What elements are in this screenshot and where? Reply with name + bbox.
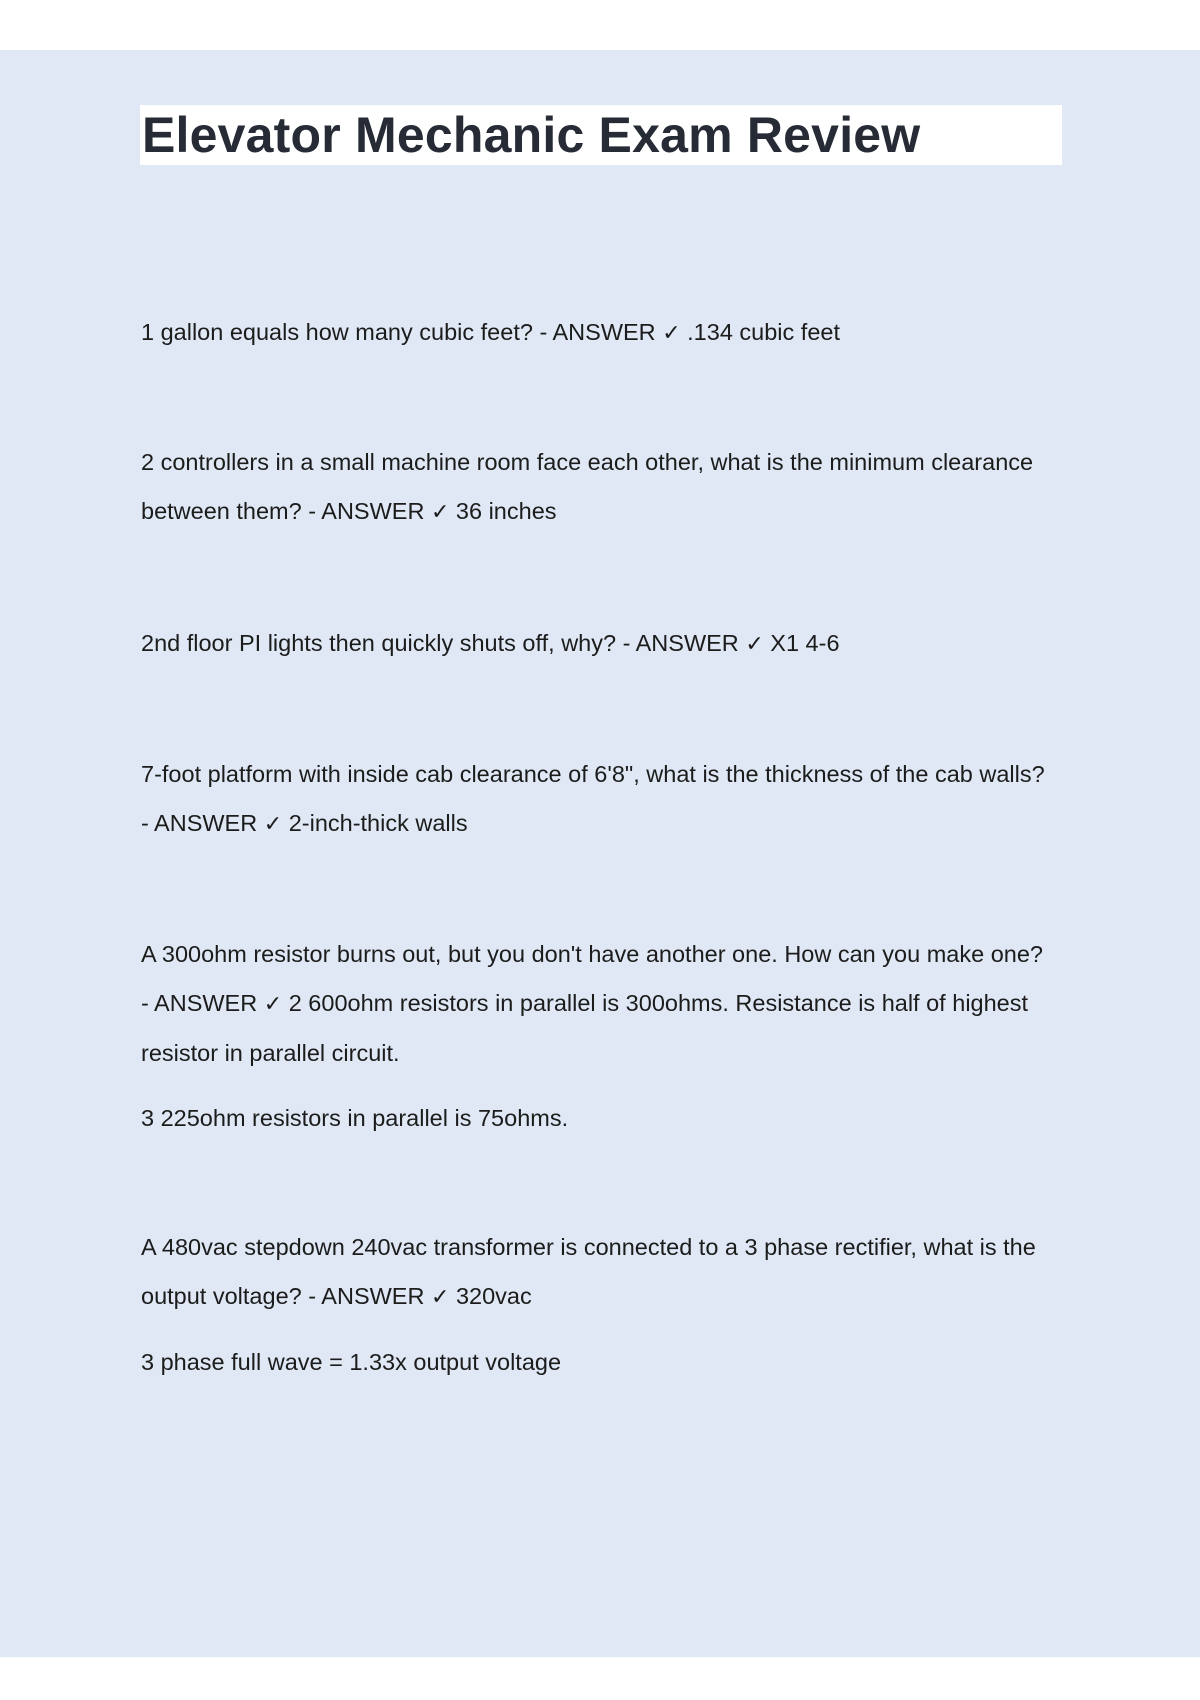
qa-item-5 [141, 930, 1043, 1078]
check-icon: ✓ [263, 992, 283, 1017]
check-icon: ✓ [430, 1285, 450, 1310]
answer-text-continued: resistor in parallel circuit. [141, 1040, 400, 1066]
check-icon: ✓ [263, 812, 283, 837]
answer-text: X1 4-6 [763, 630, 840, 656]
answer-text: 2-inch-thick walls [282, 810, 468, 836]
answer-text: 36 inches [449, 498, 557, 524]
question-text: 2nd floor PI lights then quickly shuts off, why? - ANSWER [141, 630, 746, 656]
qa-note-6: 3 phase full wave = 1.33x output voltage [141, 1349, 562, 1375]
check-icon: ✓ [662, 321, 681, 346]
question-text: A 480vac stepdown 240vac transformer is connected to a 3 phase rectifier, what is the [141, 1234, 1036, 1260]
check-icon: ✓ [745, 632, 764, 657]
check-icon: ✓ [430, 500, 450, 525]
qa-note-5: 3 225ohm resistors in parallel is 75ohms. [141, 1105, 569, 1131]
question-text: 7-foot platform with inside cab clearance of 6'8", what is the thickness of the cab walls? [141, 761, 1045, 787]
question-text: 1 gallon equals how many cubic feet? - ANSWER [141, 319, 663, 345]
answer-text: 2 600ohm resistors in parallel is 300ohms. Resistance is half of highest [282, 990, 1029, 1016]
question-text: A 300ohm resistor burns out, but you don't have another one. How can you make one? [141, 941, 1043, 967]
qa-item-4 [141, 750, 1045, 849]
question-text-continued: between them? - ANSWER [141, 498, 431, 524]
qa-item-2 [141, 438, 1033, 537]
question-text-continued: - ANSWER [141, 810, 264, 836]
answer-text: .134 cubic feet [680, 319, 841, 345]
document-title: Elevator Mechanic Exam Review [142, 107, 921, 163]
question-text-continued: output voltage? - ANSWER [141, 1283, 431, 1309]
answer-text: 320vac [449, 1283, 532, 1309]
qa-item-6 [141, 1223, 1036, 1322]
qa-item-3 [141, 619, 840, 669]
question-text: 2 controllers in a small machine room face each other, what is the minimum clearance [141, 449, 1034, 475]
question-text-continued: - ANSWER [141, 990, 264, 1016]
document-page [0, 50, 1200, 1657]
qa-item-1 [141, 308, 840, 358]
